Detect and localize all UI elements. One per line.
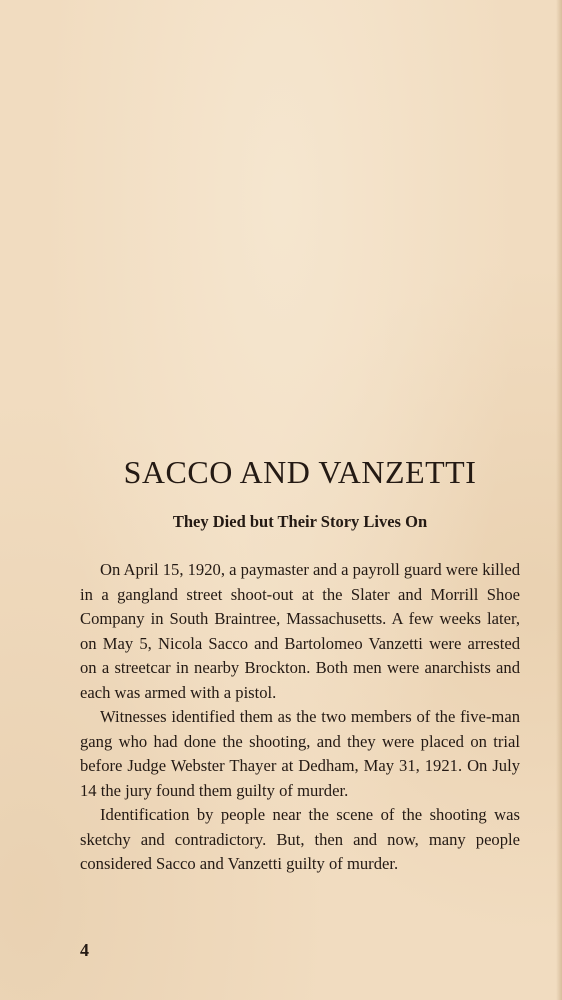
paragraph-3: Identification by people near the scene of the shooting was sketchy and contradictory. But, then and now, many people considered Sacco and Vanzetti guilty of murder.: [80, 805, 520, 873]
body-text: [80, 558, 520, 877]
chapter-subtitle: They Died but Their Story Lives On: [172, 512, 428, 531]
page-number: 4: [80, 940, 89, 960]
paragraph-1: On April 15, 1920, a paymaster and a payroll guard were killed in a gangland street shoot-out at the Slater and Morrill Shoe Company in South Braintree, Massachusetts. A few weeks later, on May 5, Nicola Sacco and Bartolomeo Vanzetti were arrested on a streetcar in nearby Brockton. Both men were anarchists and each was armed with a pistol.: [80, 560, 520, 702]
chapter-title: SACCO AND VANZETTI: [123, 454, 477, 490]
paragraph-2: Witnesses identified them as the two members of the five-man gang who had done the shooting, and they were placed on trial before Judge Webster Thayer at Dedham, May 31, 1921. On July 14 the jury found them guilty of murder.: [80, 707, 520, 800]
page-edge-shading: [556, 0, 562, 1000]
